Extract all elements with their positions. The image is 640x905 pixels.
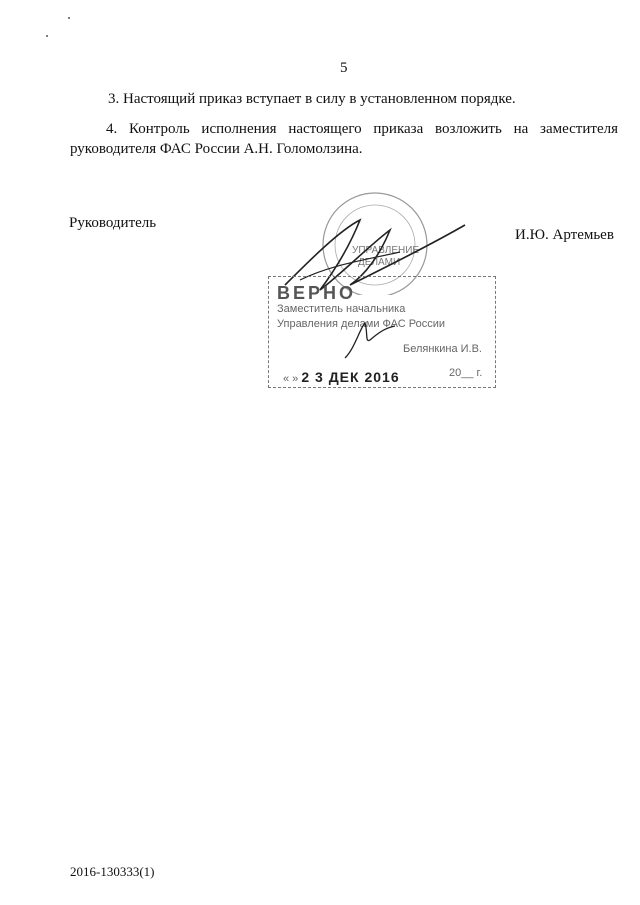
stamp-date xyxy=(283,369,400,385)
document-id: 2016-130333(1) xyxy=(70,864,155,879)
stamp-position-line-2: Управления делами ФАС России xyxy=(277,318,445,330)
svg-text:УПРАВЛЕНИЕ: УПРАВЛЕНИЕ xyxy=(352,245,420,256)
speck xyxy=(68,17,70,19)
paragraph-4-line-2: руководителя ФАС России А.Н. Голомолзина. xyxy=(70,141,363,157)
stamp-date-value: 2 3 ДЕК 2016 xyxy=(301,369,400,385)
speck xyxy=(46,35,48,37)
paragraph-4 xyxy=(70,119,618,159)
paragraph-3: 3. Настоящий приказ вступает в силу в установленном порядке. xyxy=(108,91,516,107)
stamp-position-line-1: Заместитель начальника xyxy=(277,303,406,315)
signer-name: И.Ю. Артемьев xyxy=(515,227,614,243)
stamp-date-prefix: « » xyxy=(283,373,299,385)
paragraph-4-line-1: 4. Контроль исполнения настоящего приказа возложить на заместителя xyxy=(106,121,618,137)
verification-stamp xyxy=(268,276,496,388)
signer-title: Руководитель xyxy=(69,215,157,231)
page-number: 5 xyxy=(340,60,348,76)
svg-text:ДЕЛАМИ: ДЕЛАМИ xyxy=(358,257,401,268)
stamp-year-suffix: 20__ г. xyxy=(449,367,483,379)
stamp-name: Белянкина И.В. xyxy=(403,343,482,355)
stamp-title: ВЕРНО xyxy=(277,283,357,303)
